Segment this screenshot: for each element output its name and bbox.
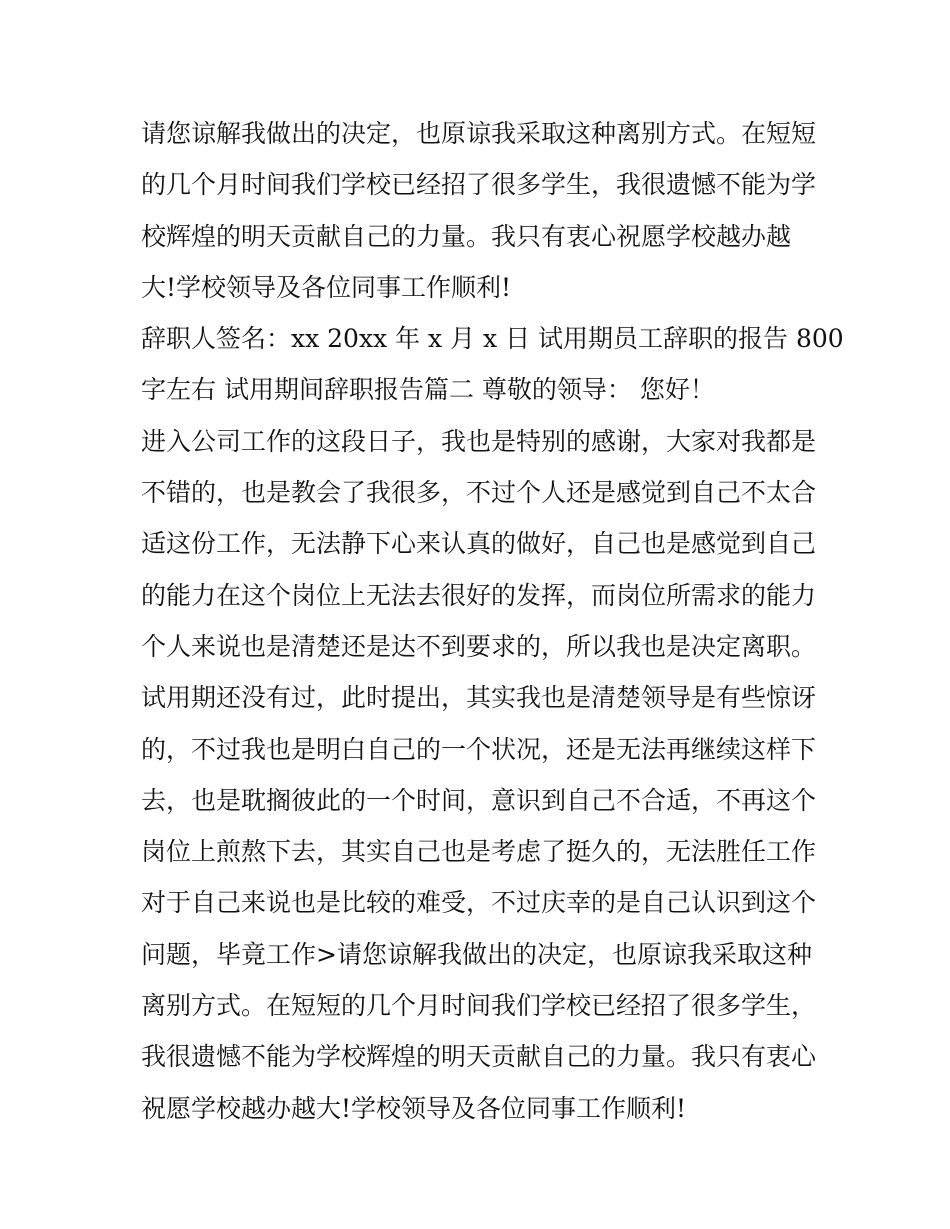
text-line: 岗位上煎熬下去，其实自己也是考虑了挺久的，无法胜任工作	[141, 837, 817, 867]
text-line: 请您谅解我做出的决定，也原谅我采取这种离别方式。在短短	[141, 119, 817, 148]
text-line: 适这份工作，无法静下心来认真的做好，自己也是感觉到自己	[141, 529, 817, 559]
text-line: 的，不过我也是明白自己的一个状况，还是无法再继续这样下	[141, 734, 817, 764]
text-line: 对于自己来说也是比较的难受，不过庆幸的是自己认识到这个	[141, 888, 817, 918]
text-line: 字左右 试用期间辞职报告篇二 尊敬的领导： 您好！	[141, 375, 715, 405]
text-line: 试用期还没有过，此时提出，其实我也是清楚领导是有些惊讶	[141, 683, 817, 713]
text-line: 的几个月时间我们学校已经招了很多学生，我很遗憾不能为学	[141, 170, 817, 200]
text-line: 个人来说也是清楚还是达不到要求的，所以我也是决定离职。	[141, 631, 817, 661]
text-line: 祝愿学校越办越大!学校领导及各位同事工作顺利!	[141, 1093, 687, 1123]
text-line: 我很遗憾不能为学校辉煌的明天贡献自己的力量。我只有衷心	[141, 1042, 817, 1072]
text-line: 大!学校领导及各位同事工作顺利!	[141, 272, 512, 302]
text-line: 离别方式。在短短的几个月时间我们学校已经招了很多学生，	[141, 991, 817, 1021]
text-line: 问题，毕竟工作>请您谅解我做出的决定，也原谅我采取这种	[141, 939, 812, 969]
signature-line: 辞职人签名：xx 20xx 年 x 月 x 日 试用期员工辞职的报告 800	[141, 324, 844, 354]
body-text	[141, 108, 844, 1134]
text-line: 的能力在这个岗位上无法去很好的发挥，而岗位所需求的能力	[141, 580, 817, 610]
text-line: 进入公司工作的这段日子，我也是特别的感谢，大家对我都是	[141, 426, 817, 456]
text-line: 去，也是耽搁彼此的一个时间，意识到自己不合适，不再这个	[141, 785, 817, 815]
text-line: 校辉煌的明天贡献自己的力量。我只有衷心祝愿学校越办越	[141, 221, 792, 251]
text-line: 不错的，也是教会了我很多，不过个人还是感觉到自己不太合	[141, 478, 817, 508]
